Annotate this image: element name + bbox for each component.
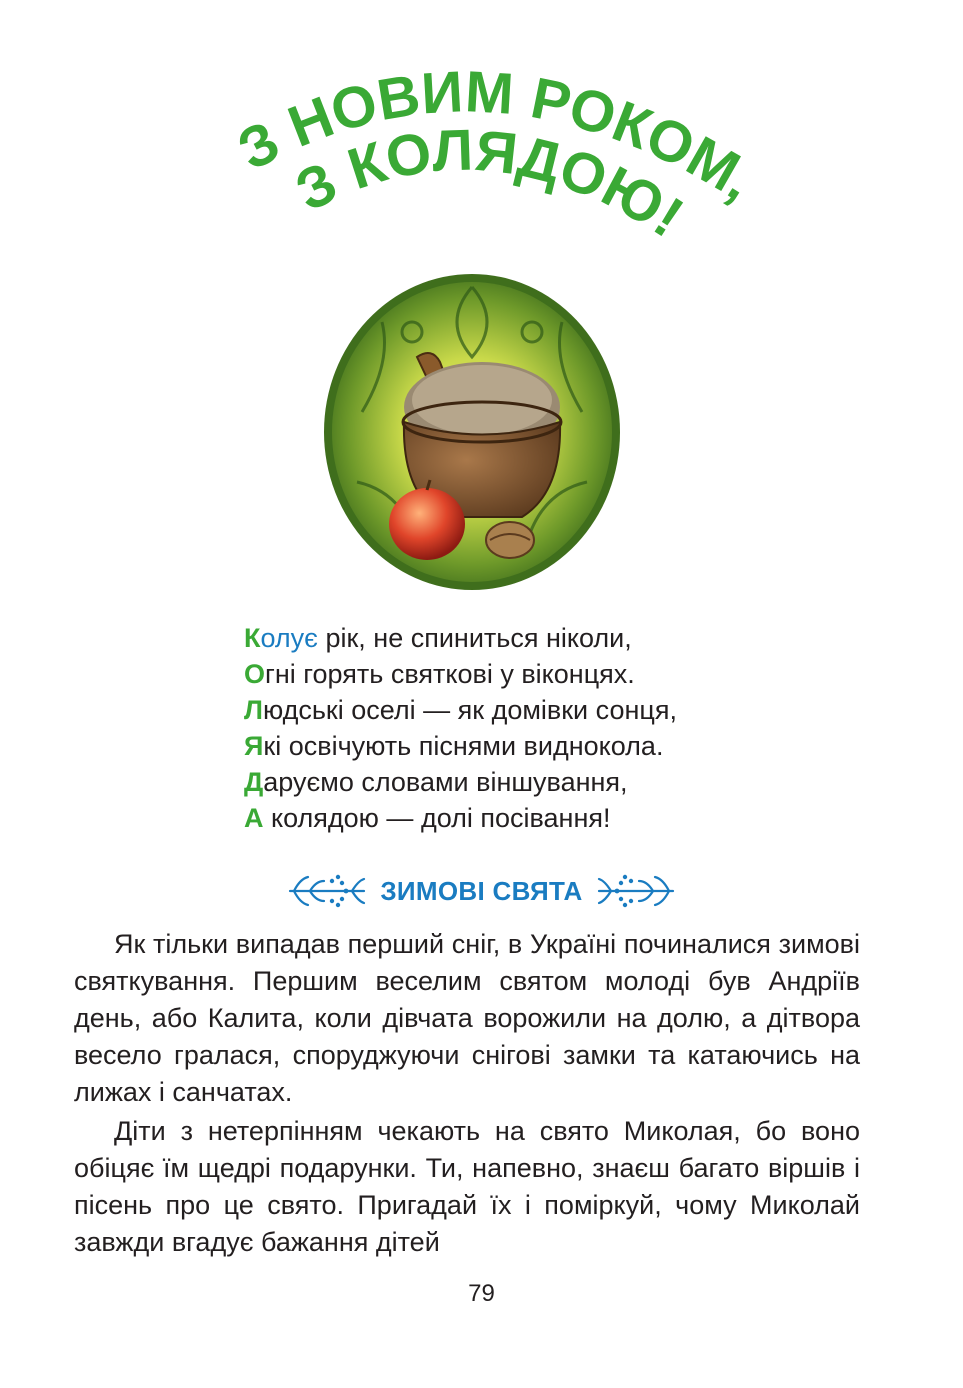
apple xyxy=(389,488,465,560)
poem-text: колядою — долі посівання! xyxy=(263,803,611,833)
page-number: 79 xyxy=(468,1280,495,1307)
poem-text: аруємо словами віншування, xyxy=(263,767,628,797)
poem-initial: Д xyxy=(244,767,264,797)
folk-ornament-left-icon xyxy=(286,869,368,913)
poem-text: рік, не спиниться ніколи, xyxy=(317,623,632,653)
acrostic-poem xyxy=(244,620,804,836)
title-line-2: З КОЛЯДОЮ! xyxy=(285,117,695,250)
poem-line xyxy=(244,800,804,836)
poem-initial: Я xyxy=(244,731,264,761)
folk-ornament-right-icon xyxy=(595,869,677,913)
poem-line xyxy=(244,764,804,800)
poem-initial: К xyxy=(244,623,261,653)
body-text xyxy=(74,926,860,1263)
title-line-1: З НОВИМ РОКОМ, xyxy=(227,60,766,213)
page-title xyxy=(0,60,963,280)
kutia-egg-illustration xyxy=(322,262,622,592)
poem-initial: Л xyxy=(244,695,263,725)
poem-highlight: олує xyxy=(260,623,318,653)
section-heading xyxy=(0,866,963,916)
poem-text: кі освічують піснями виднокола. xyxy=(263,731,664,761)
poem-line xyxy=(244,728,804,764)
walnut xyxy=(486,522,534,558)
poem-text: гні горять святкові у віконцях. xyxy=(265,659,635,689)
poem-initial: О xyxy=(244,659,266,689)
section-title: ЗИМОВІ СВЯТА xyxy=(380,875,583,906)
poem-line xyxy=(244,620,804,656)
paragraph: Як тільки випадав перший сніг, в Україні починалися зимові святкування. Першим веселим святом молоді був Андріїв день, або Калита, коли дівчата ворожили на долю, а дітвора весело гралася, споруджуючи снігові замки та катаючись на лижах і санчатах. xyxy=(74,929,860,1107)
poem-line xyxy=(244,656,804,692)
poem-initial: А xyxy=(244,803,264,833)
paragraph: Діти з нетерпінням чекають на свято Миколая, бо воно обіцяє їм щедрі подарунки. Ти, напевно, знаєш багато віршів і пісень про це свято. Пригадай їх і поміркуй, чому Миколай завжди вгадує бажання дітей xyxy=(74,1116,860,1257)
poem-text: юдські оселі — як домівки сонця, xyxy=(262,695,677,725)
poem-line xyxy=(244,692,804,728)
